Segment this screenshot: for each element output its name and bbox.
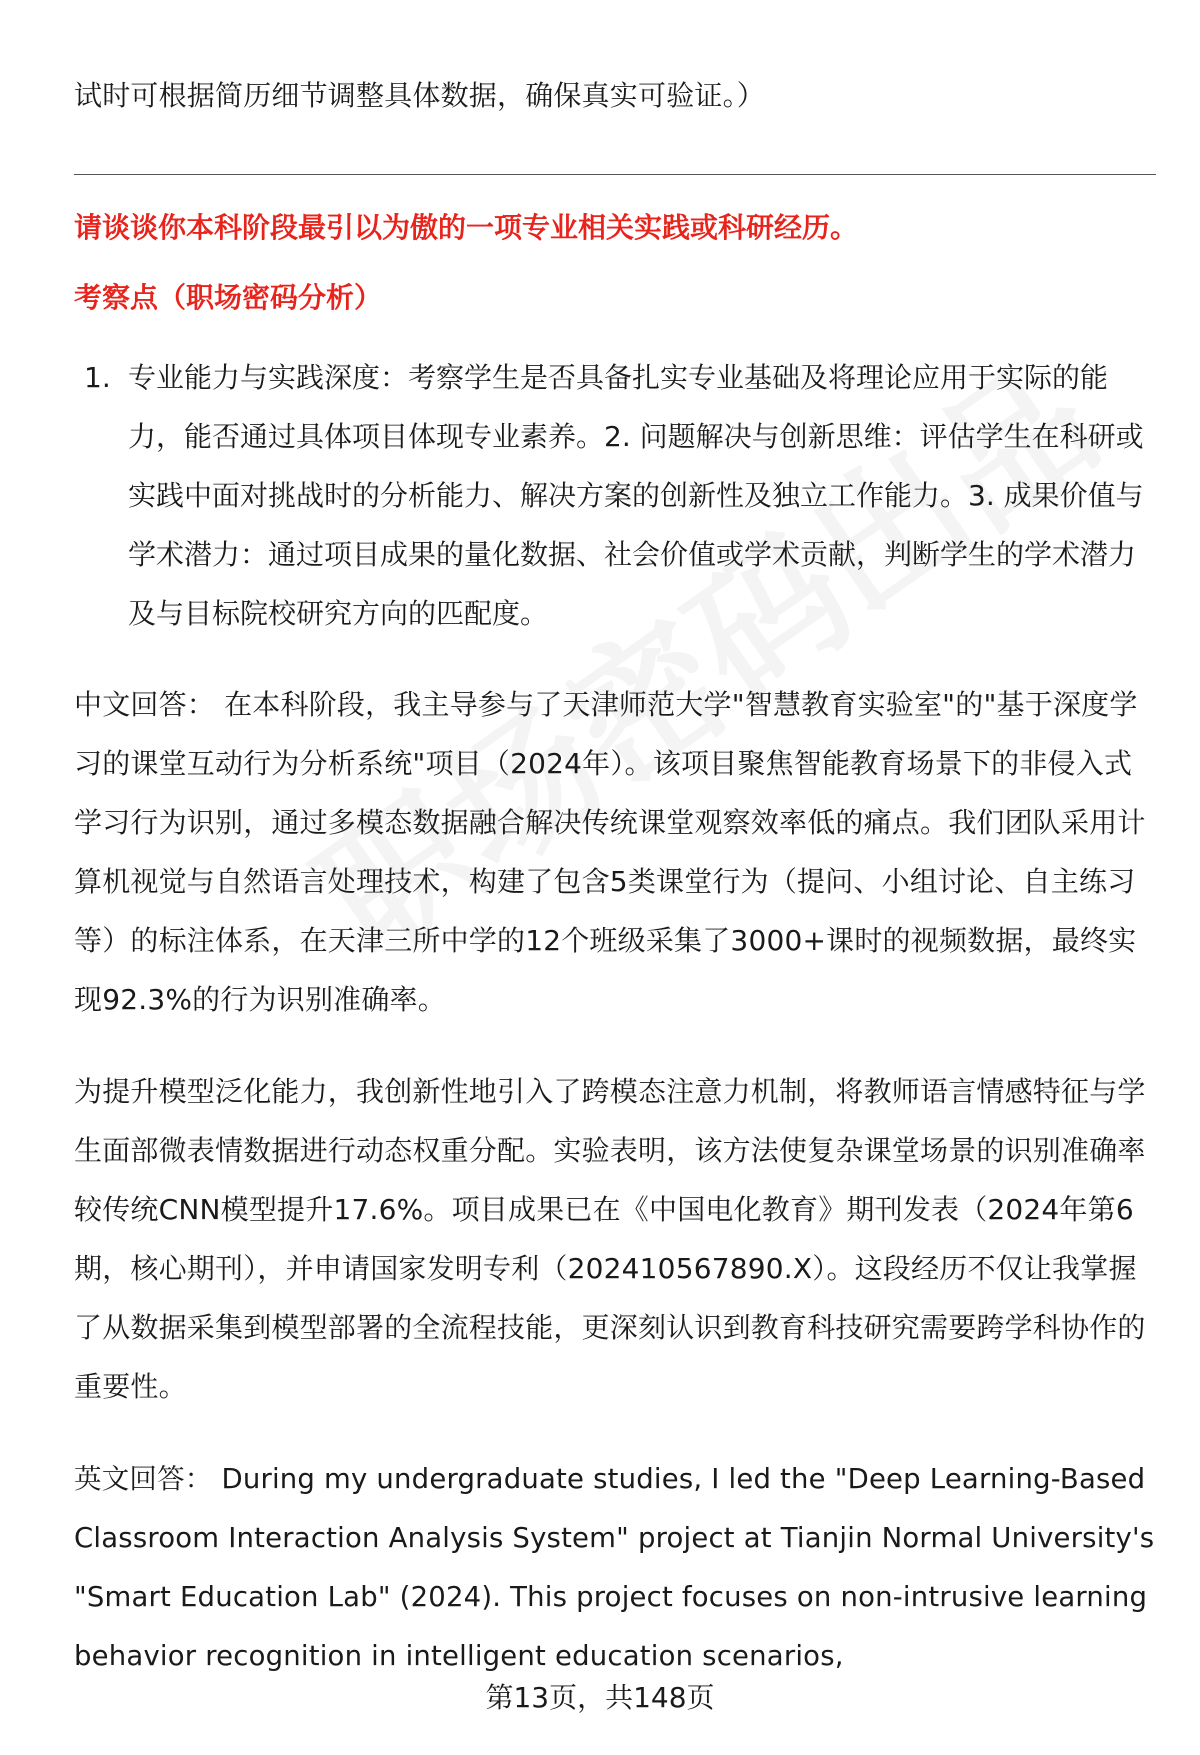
chinese-answer-paragraph-1: 中文回答： 在本科阶段，我主导参与了天津师范大学"智慧教育实验室"的"基于深度学习的课堂互动行为分析系统"项目（2024年）。该项目聚焦智能教育场景下的非侵入式学习行为识别，通过多模态数据融合解决传统课堂观察效率低的痛点。我们团队采用计算机视觉与自然语言处理技术，构建了包含5类课堂行为（提问、小组讨论、自主练习等）的标注体系，在天津三所中学的12个班级采集了3000+课时的视频数据，最终实现92.3%的行为识别准确率。 xyxy=(74,688,1146,1016)
english-answer-paragraph: 英文回答： During my undergraduate studies, I led the "Deep Learning-Based Classroom Interaction Analysis System" project at Tianjin Normal University's "Smart Education Lab" (2024). This project focuses on non-intrusive learning behavior recognition in intelligent education scenarios, xyxy=(74,1463,1155,1672)
list-item xyxy=(74,348,1156,643)
continued-text-line: 试时可根据简历细节调整具体数据，确保真实可验证。） xyxy=(74,79,766,112)
section-divider xyxy=(74,174,1156,175)
question-title: 请谈谈你本科阶段最引以为傲的一项专业相关实践或科研经历。 xyxy=(74,211,859,244)
chinese-answer-paragraph-2: 为提升模型泛化能力，我创新性地引入了跨模态注意力机制，将教师语言情感特征与学生面部微表情数据进行动态权重分配。实验表明，该方法使复杂课堂场景的识别准确率较传统CNN模型提升17.6%。项目成果已在《中国电化教育》期刊发表（2024年第6期，核心期刊），并申请国家发明专利（202410567890.X）。这段经历不仅让我掌握了从数据采集到模型部署的全流程技能，更深刻认识到教育科技研究需要跨学科协作的重要性。 xyxy=(74,1075,1146,1403)
list-item-number: 1. xyxy=(84,361,111,394)
question-subtitle: 考察点（职场密码分析） xyxy=(74,281,383,314)
page-number-footer: 第13页，共148页 xyxy=(485,1681,715,1714)
assessment-points-list xyxy=(74,348,1156,643)
list-item-text: 专业能力与实践深度：考察学生是否具备扎实专业基础及将理论应用于实际的能力，能否通过具体项目体现专业素养。2. 问题解决与创新思维：评估学生在科研或实践中面对挑战时的分析能力、解决方案的创新性及独立工作能力。3. 成果价值与学术潜力：通过项目成果的量化数据、社会价值或学术贡献，判断学生的学术潜力及与目标院校研究方向的匹配度。 xyxy=(128,361,1144,630)
